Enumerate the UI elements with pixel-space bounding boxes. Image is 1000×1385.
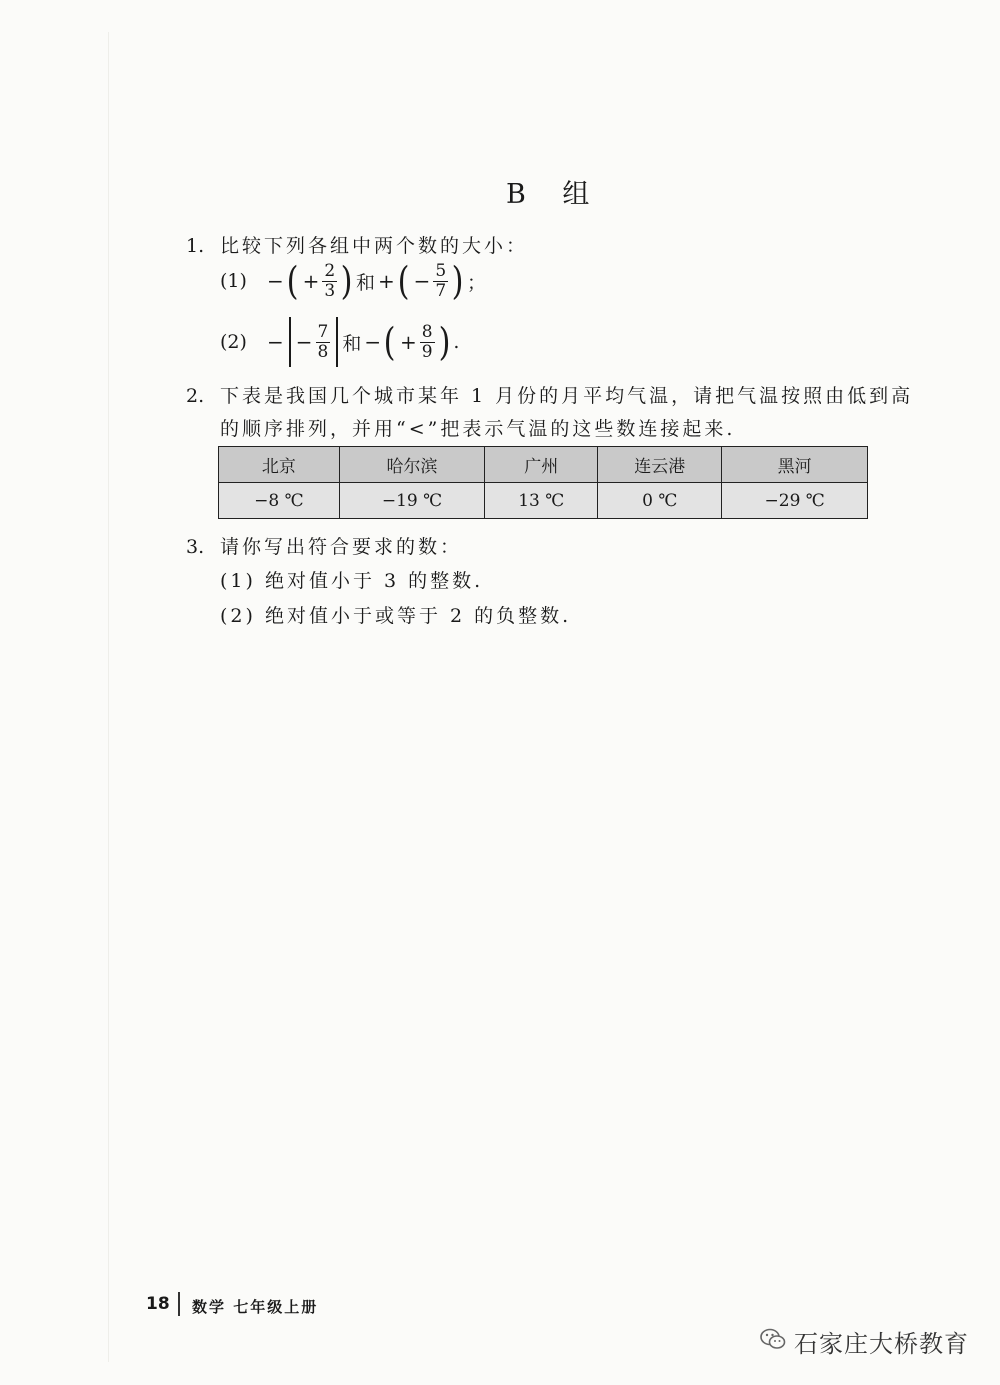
table-cell-city: 连云港 [598, 447, 722, 483]
question-3 [186, 532, 462, 559]
and-word: 和 [356, 271, 378, 294]
part-label: (1) [220, 270, 247, 293]
denominator: 9 [421, 341, 433, 362]
fraction [322, 262, 337, 300]
right-paren: ) [438, 320, 452, 364]
numerator: 7 [317, 321, 329, 342]
page-number: 18 [146, 1294, 170, 1314]
abs-bar-right [336, 317, 338, 367]
minus-sign: − [295, 330, 313, 354]
part-label: (2) [220, 331, 247, 353]
question-1-number: 1. [186, 235, 205, 257]
table-cell-city: 北京 [219, 447, 340, 483]
punctuation: ； [467, 271, 489, 294]
plus-sign: + [399, 330, 417, 354]
numerator: 2 [324, 261, 336, 281]
minus-sign: − [267, 269, 284, 294]
table-header-row [219, 447, 868, 483]
denominator: 8 [317, 341, 329, 362]
question-2-line-1 [186, 381, 913, 408]
denominator: 3 [324, 280, 336, 301]
question-1-text: 比较下列各组中两个数的大小： [220, 235, 529, 257]
table-cell-city: 广州 [485, 447, 598, 483]
abs-bar-left [289, 317, 291, 367]
question-1-part-1 [220, 259, 489, 304]
table-cell-city: 黑河 [722, 447, 868, 483]
left-paren: ( [286, 259, 300, 304]
fraction [420, 323, 435, 361]
watermark-text: 石家庄大桥教育 [794, 1330, 969, 1358]
table-cell-temp: 13 ℃ [485, 483, 598, 519]
minus-sign: − [413, 269, 431, 294]
question-2-number: 2. [186, 385, 205, 407]
temperature-table [218, 446, 868, 519]
table-row [219, 483, 868, 519]
right-paren: ) [451, 259, 466, 304]
and-word: 和 [342, 332, 364, 355]
fraction [316, 323, 331, 361]
plus-sign: + [302, 269, 320, 294]
fraction [433, 262, 448, 300]
footer-divider [178, 1292, 180, 1316]
left-paren: ( [383, 320, 398, 364]
question-1 [186, 231, 528, 258]
table-cell-temp: −8 ℃ [219, 483, 340, 519]
left-paren: ( [397, 259, 411, 304]
wechat-icon [760, 1326, 786, 1352]
right-paren: ) [340, 259, 355, 304]
question-3-part-2: (2) 绝对值小于或等于 2 的负整数. [220, 605, 572, 627]
section-title: B 组 [506, 179, 604, 210]
book-title: 数学 七年级上册 [192, 1298, 319, 1316]
numerator: 5 [435, 261, 447, 281]
denominator: 7 [435, 280, 447, 301]
table-cell-temp: −29 ℃ [722, 483, 868, 519]
question-3-part-1: (1) 绝对值小于 3 的整数. [220, 570, 484, 592]
minus-sign: − [267, 330, 284, 354]
question-3-number: 3. [186, 536, 205, 558]
minus-sign: − [364, 330, 382, 354]
question-2-text-1: 下表是我国几个城市某年 1 月份的月平均气温，请把气温按照由低到高 [220, 385, 914, 407]
punctuation: . [453, 331, 462, 353]
table-cell-city: 哈尔滨 [339, 447, 485, 483]
numerator: 8 [421, 321, 433, 342]
question-2-line-2: 的顺序排列，并用“<”把表示气温的这些数连接起来. [220, 418, 736, 440]
question-3-text: 请你写出符合要求的数： [220, 536, 463, 558]
question-1-part-2 [220, 317, 461, 367]
plus-sign: + [378, 269, 395, 294]
table-cell-temp: −19 ℃ [339, 483, 485, 519]
table-cell-temp: 0 ℃ [598, 483, 722, 519]
